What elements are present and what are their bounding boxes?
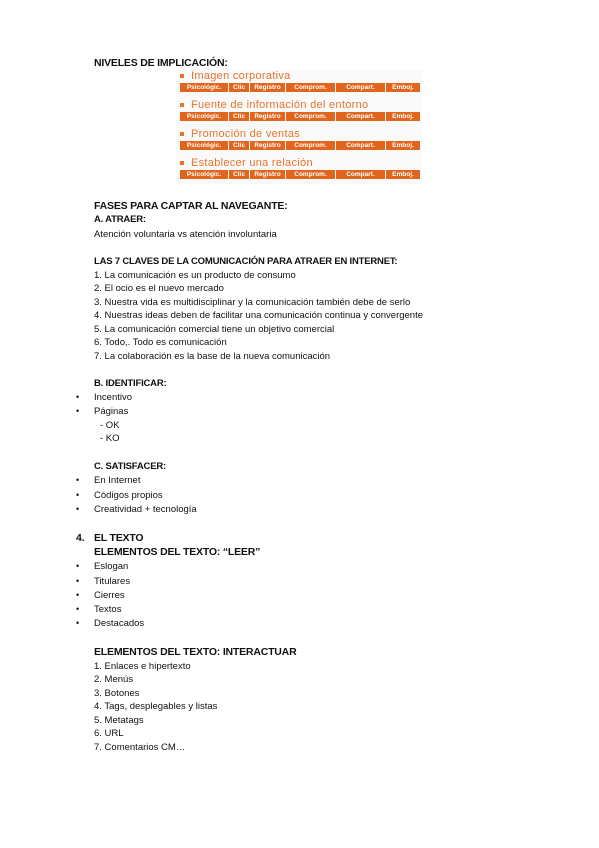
claves-heading: LAS 7 CLAVES DE LA COMUNICACIÓN PARA ATRAER EN INTERNET:: [94, 256, 398, 267]
bullet-square-icon: [180, 103, 184, 107]
image-row-title: [180, 157, 313, 169]
segment: Emboj.: [386, 141, 420, 150]
paginas-subitem: - KO: [100, 433, 120, 444]
segment-bar: [180, 112, 420, 121]
identificar-heading: B. IDENTIFICAR:: [94, 378, 167, 389]
interactuar-item: 5. Metatags: [94, 715, 144, 726]
segment: Psicológic.: [180, 83, 228, 92]
satisfacer-item: Códigos propios: [94, 490, 163, 501]
bullet-square-icon: [180, 132, 184, 136]
interactuar-item: 6. URL: [94, 728, 124, 739]
clave-item: 2. El ocio es el nuevo mercado: [94, 283, 224, 294]
bullet-icon: •: [76, 604, 80, 614]
segment: Compart.: [336, 141, 385, 150]
clave-item: 1. La comunicación es un producto de consumo: [94, 270, 296, 281]
leer-heading: ELEMENTOS DEL TEXTO: “LEER”: [94, 546, 261, 558]
segment: Registro: [250, 83, 285, 92]
segment: Comprom.: [286, 170, 335, 179]
bullet-icon: •: [76, 576, 80, 586]
bullet-icon: •: [76, 504, 80, 514]
segment: Registro: [250, 112, 285, 121]
bullet-icon: •: [76, 475, 80, 485]
image-row-title: [180, 128, 300, 140]
leer-item: Titulares: [94, 576, 131, 587]
atraer-text: Atención voluntaria vs atención involuntaria: [94, 229, 277, 240]
texto-heading: EL TEXTO: [94, 532, 144, 544]
image-row-title-text: Promoción de ventas: [191, 128, 301, 140]
interactuar-heading: ELEMENTOS DEL TEXTO: INTERACTUAR: [94, 646, 297, 658]
satisfacer-heading: C. SATISFACER:: [94, 461, 166, 472]
segment: Emboj.: [386, 83, 420, 92]
leer-item: Eslogan: [94, 561, 129, 572]
leer-item: Cierres: [94, 590, 125, 601]
niveles-heading: NIVELES DE IMPLICACIÓN:: [94, 57, 228, 69]
segment: Compart.: [336, 83, 385, 92]
segment: Compart.: [336, 170, 385, 179]
segment: Registro: [250, 170, 285, 179]
bullet-icon: •: [76, 590, 80, 600]
satisfacer-item: En Internet: [94, 475, 141, 486]
bullet-icon: •: [76, 392, 80, 402]
section-number: 4.: [76, 532, 85, 544]
segment: Clic: [229, 141, 249, 150]
segment: Clic: [229, 170, 249, 179]
segment-bar: [180, 141, 420, 150]
clave-item: 7. La colaboración es la base de la nueva comunicación: [94, 351, 331, 362]
bullet-icon: •: [76, 561, 80, 571]
implication-levels-image: [176, 70, 422, 184]
image-row-title-text: Fuente de información del entorno: [191, 99, 369, 111]
fases-heading: FASES PARA CAPTAR AL NAVEGANTE:: [94, 200, 288, 212]
clave-item: 3. Nuestra vida es multidisciplinar y la comunicación también debe de serlo: [94, 297, 411, 308]
segment: Comprom.: [286, 83, 335, 92]
interactuar-item: 7. Comentarios CM…: [94, 742, 186, 753]
image-row-title: [180, 99, 368, 111]
segment: Psicológic.: [180, 112, 228, 121]
bullet-square-icon: [180, 74, 184, 78]
bullet-icon: •: [76, 406, 80, 416]
segment: Clic: [229, 112, 249, 121]
segment: Emboj.: [386, 112, 420, 121]
segment: Comprom.: [286, 112, 335, 121]
segment-bar: [180, 83, 420, 92]
segment: Psicológic.: [180, 141, 228, 150]
clave-item: 4. Nuestras ideas deben de facilitar una comunicación continua y convergente: [94, 310, 424, 321]
segment-bar: [180, 170, 420, 179]
segment: Comprom.: [286, 141, 335, 150]
interactuar-item: 2. Menús: [94, 674, 134, 685]
identificar-item: Incentivo: [94, 392, 133, 403]
clave-item: 5. La comunicación comercial tiene un objetivo comercial: [94, 324, 335, 335]
segment: Registro: [250, 141, 285, 150]
clave-item: 6. Todo,. Todo es comunicación: [94, 337, 227, 348]
satisfacer-item: Creatividad + tecnología: [94, 504, 197, 515]
interactuar-item: 3. Botones: [94, 688, 140, 699]
leer-item: Textos: [94, 604, 122, 615]
interactuar-item: 4. Tags, desplegables y listas: [94, 701, 218, 712]
segment: Emboj.: [386, 170, 420, 179]
segment: Clic: [229, 83, 249, 92]
interactuar-item: 1. Enlaces e hipertexto: [94, 661, 191, 672]
bullet-icon: •: [76, 490, 80, 500]
bullet-icon: •: [76, 618, 80, 628]
leer-item: Destacados: [94, 618, 145, 629]
image-row-title: [180, 70, 291, 82]
image-row-title-text: Imagen corporativa: [191, 70, 291, 82]
identificar-item: Páginas: [94, 406, 129, 417]
segment: Psicológic.: [180, 170, 228, 179]
bullet-square-icon: [180, 161, 184, 165]
segment: Compart.: [336, 112, 385, 121]
atraer-heading: A. ATRAER:: [94, 214, 146, 225]
paginas-subitem: - OK: [100, 420, 120, 431]
image-row-title-text: Establecer una relación: [191, 157, 313, 169]
